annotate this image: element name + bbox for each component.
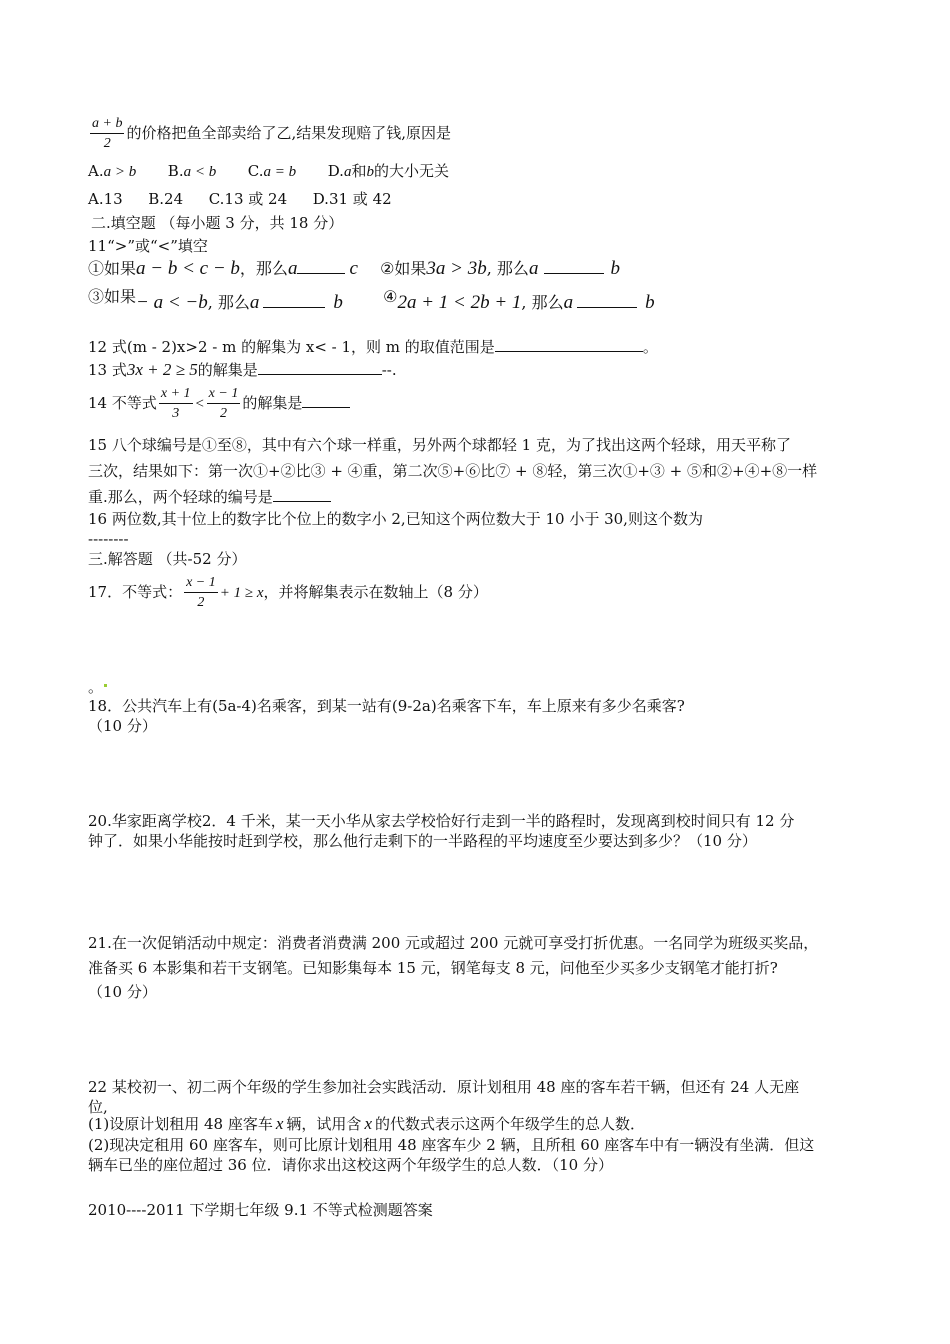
q13-expr: 3x + 2 ≥ 5 bbox=[126, 360, 198, 379]
fraction-numerator: a + b bbox=[90, 116, 124, 134]
q14-line bbox=[88, 386, 350, 422]
q14-pre: 14 不等式 bbox=[88, 394, 157, 412]
q11-v2: a bbox=[528, 258, 539, 279]
fraction-tail-text: 的价格把鱼全部卖给了乙,结果发现赔了钱,原因是 bbox=[126, 124, 451, 142]
q11-v3: a bbox=[249, 292, 260, 313]
q13-tail: --. bbox=[381, 361, 397, 379]
q18-line-1: 18．公共汽车上有(5a-4)名乘客，到某一站有(9-2a)名乘客下车，车上原来有多少名乘客? bbox=[88, 697, 685, 715]
option-a-label: A. bbox=[88, 162, 104, 180]
option-d-var-b: b bbox=[366, 164, 374, 180]
q11-e3: − a < −b bbox=[136, 292, 208, 313]
q16-line-1: 16 两位数,其十位上的数字比个位上的数字小 2,已知这个两位数大于 10 小于 30,则这个数为 bbox=[88, 510, 703, 528]
q11-blank-4[interactable] bbox=[577, 293, 637, 308]
q11-c3: ③如果 bbox=[88, 287, 137, 306]
q15-blank[interactable] bbox=[273, 487, 331, 502]
option-b-label: B. bbox=[167, 162, 184, 180]
q17-den: 2 bbox=[197, 595, 205, 610]
option-d-mid: 和 bbox=[351, 162, 367, 180]
q17-expr: + 1 ≥ x bbox=[219, 585, 264, 601]
q22-line-2: 位, bbox=[88, 1098, 108, 1116]
stray-dot bbox=[104, 684, 107, 687]
option-c-expr: a = b bbox=[263, 164, 297, 180]
q14-n1: x + 1 bbox=[159, 386, 193, 404]
q13-blank[interactable] bbox=[258, 360, 382, 375]
q11-v4: a bbox=[563, 292, 574, 313]
option-b-expr: a < b bbox=[183, 164, 217, 180]
q14-n2: x − 1 bbox=[207, 386, 241, 404]
q11-e2: 3a > 3b bbox=[426, 258, 487, 279]
q21-line-3: （10 分） bbox=[88, 983, 157, 1001]
q12-text: 12 式(m - 2)x>2 - m 的解集为 x< - 1，则 m 的取值范围是 bbox=[88, 338, 495, 356]
q11-t1: ，那么 bbox=[239, 259, 288, 278]
option-d-label: D. bbox=[327, 162, 344, 180]
q12-line bbox=[88, 337, 658, 356]
q14-fraction-left bbox=[159, 386, 193, 422]
q22-l3a: (1)设原计划租用 48 座客车 bbox=[88, 1115, 273, 1133]
section-heading-answer: 三.解答题 （共-52 分） bbox=[88, 550, 247, 568]
q11-row-1 bbox=[88, 258, 620, 280]
q22-line-3 bbox=[88, 1115, 645, 1133]
q11-v1: a bbox=[287, 258, 298, 279]
option-a-expr: a > b bbox=[103, 164, 137, 180]
q12-end: 。 bbox=[642, 338, 658, 356]
q22-var-x-2: x bbox=[364, 1114, 372, 1133]
q11-blank-3[interactable] bbox=[263, 293, 325, 308]
q11-t4: , 那么 bbox=[521, 293, 564, 312]
q22-line-5: 辆车已坐的座位超过 36 位．请你求出这校这两个年级学生的总人数．（10 分） bbox=[88, 1156, 613, 1174]
q12-blank[interactable] bbox=[495, 337, 643, 352]
q14-d1: 3 bbox=[172, 406, 180, 421]
section-heading-fill-blank: 二.填空题 （每小题 3 分，共 18 分） bbox=[91, 214, 344, 232]
q16-line-2: -------- bbox=[88, 530, 129, 548]
q11-row-2 bbox=[88, 287, 655, 316]
q11-r4: b bbox=[645, 292, 655, 313]
option-d-tail: 的大小无关 bbox=[373, 162, 449, 180]
q21-line-1: 21.在一次促销活动中规定：消费者消费满 200 元或超过 200 元就可享受打折优惠。一名同学为班级买奖品， bbox=[88, 934, 819, 952]
q11-r3: b bbox=[333, 292, 343, 313]
option-c2: C.13 或 24 bbox=[208, 190, 288, 208]
q15-line-2: 三次，结果如下：第一次①+②比③ + ④重，第二次⑤+⑥比⑦ + ⑧轻，第三次①+③ + ⑤和②+④+⑧一样 bbox=[88, 462, 818, 480]
option-d2: D.31 或 42 bbox=[312, 190, 392, 208]
q17-post: ，并将解集表示在数轴上（8 分） bbox=[263, 583, 488, 601]
q15-line-1: 15 八个球编号是①至⑧，其中有六个球一样重，另外两个球都轻 1 克，为了找出这两个轻球，用天平称了 bbox=[88, 436, 791, 454]
q20-line-2: 钟了．如果小华能按时赶到学校，那么他行走剩下的一半路程的平均速度至少要达到多少？（10 分） bbox=[88, 832, 757, 850]
q11-blank-2[interactable] bbox=[544, 259, 604, 274]
q22-var-x: x bbox=[275, 1114, 284, 1133]
q14-blank[interactable] bbox=[302, 393, 350, 408]
fraction-a-plus-b-over-2 bbox=[90, 116, 124, 152]
q18-line-2: （10 分） bbox=[88, 717, 157, 735]
q11-c1: ①如果 bbox=[88, 259, 137, 278]
q22-line-1: 22 某校初一、初二两个年级的学生参加社会实践活动．原计划租用 48 座的客车若干辆，但还有 24 人无座 bbox=[88, 1078, 800, 1096]
q11-t3: , 那么 bbox=[207, 293, 250, 312]
q20-line-1: 20.华家距离学校2．4 千米，某一天小华从家去学校恰好行走到一半的路程时，发现离到校时间只有 12 分 bbox=[88, 812, 795, 830]
q15-line-3 bbox=[88, 487, 331, 506]
q11-t2: , 那么 bbox=[486, 259, 529, 278]
q17-pre: 17．不等式： bbox=[88, 583, 183, 601]
q14-op: < bbox=[194, 396, 205, 412]
q17-num: x − 1 bbox=[184, 575, 218, 593]
q14-post: 的解集是 bbox=[242, 394, 303, 412]
q11-title: 11“>”或“<”填空 bbox=[88, 237, 208, 255]
q11-r2: b bbox=[610, 258, 620, 279]
q14-d2: 2 bbox=[219, 406, 227, 421]
q22-l3b: 辆，试用含 bbox=[286, 1115, 362, 1133]
q11-c4: ④ bbox=[383, 287, 398, 306]
fraction-denominator: 2 bbox=[103, 136, 111, 151]
question-fraction-line bbox=[88, 116, 451, 152]
q11-blank-1[interactable] bbox=[297, 259, 345, 274]
q14-fraction-right bbox=[207, 386, 241, 422]
q22-l3c: 的代数式表示这两个年级学生的总人数． bbox=[374, 1115, 645, 1133]
q13-post: 的解集是 bbox=[197, 361, 258, 379]
q15-line-3-text: 重.那么，两个轻球的编号是 bbox=[88, 488, 273, 506]
q13-pre: 13 式 bbox=[88, 361, 127, 379]
q17-fraction bbox=[184, 575, 218, 611]
options-row-1 bbox=[88, 162, 449, 181]
option-a2: A.13 bbox=[88, 190, 123, 208]
q17-line bbox=[88, 575, 488, 611]
q11-e4: 2a + 1 < 2b + 1 bbox=[397, 292, 522, 313]
q21-line-2: 准备买 6 本影集和若干支钢笔。已知影集每本 15 元，钢笔每支 8 元，问他至少买多少支钢笔才能打折? bbox=[88, 959, 778, 977]
q11-e1: a − b < c − b bbox=[136, 258, 240, 279]
option-b2: B.24 bbox=[148, 190, 184, 208]
q11-c2: ②如果 bbox=[380, 259, 427, 278]
q11-r1: c bbox=[349, 258, 358, 279]
answer-key-title: 2010----2011 下学期七年级 9.1 不等式检测题答案 bbox=[88, 1201, 433, 1219]
option-c-label: C. bbox=[247, 162, 264, 180]
q13-line bbox=[88, 360, 397, 379]
q22-line-4: (2)现决定租用 60 座客车，则可比原计划租用 48 座客车少 2 辆，且所租 60 座客车中有一辆没有坐满．但这 bbox=[88, 1136, 815, 1154]
stray-period: 。 bbox=[88, 678, 104, 696]
option-d-var-a: a bbox=[343, 164, 352, 180]
options-row-2 bbox=[88, 190, 392, 208]
